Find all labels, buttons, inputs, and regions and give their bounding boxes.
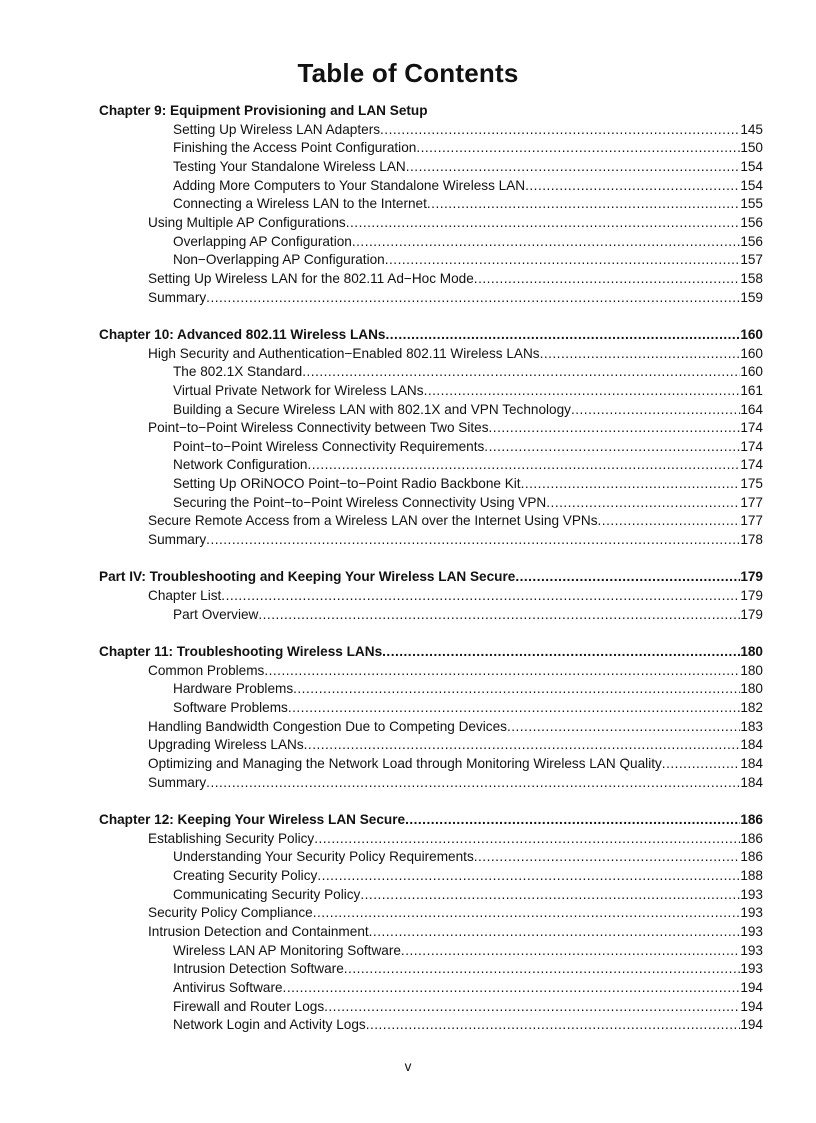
toc-entry[interactable] [99,942,763,961]
toc-entry[interactable] [99,494,763,513]
table-of-contents [99,102,763,1035]
toc-entry-page: 178 [740,532,763,548]
toc-entry-page: 157 [740,252,763,268]
toc-entry[interactable] [99,438,763,457]
toc-entry[interactable] [99,531,763,550]
page-number: v [404,1059,412,1074]
toc-entry-title: Virtual Private Network for Wireless LANs [173,382,424,398]
toc-entry-page: 186 [740,849,763,865]
toc-entry[interactable] [99,662,763,681]
page-title: Table of Contents [297,58,519,88]
toc-entry-page: 194 [740,979,763,995]
toc-entry-page: 174 [740,438,763,454]
toc-entry-title: Intrusion Detection and Containment [148,923,369,939]
dot-leader [385,326,740,345]
dot-leader [474,848,741,867]
dot-leader [507,718,740,737]
section-spacer [99,792,763,811]
dot-leader [401,942,740,961]
dot-leader [521,475,741,494]
toc-section-heading[interactable] [99,326,763,345]
toc-entry[interactable] [99,979,763,998]
toc-entry[interactable] [99,587,763,606]
toc-entry[interactable] [99,195,763,214]
toc-entry-title: Optimizing and Managing the Network Load through Monitoring Wireless LAN Quality [148,755,662,771]
toc-entry[interactable] [99,699,763,718]
toc-entry-page: 180 [740,681,763,697]
dot-leader [416,139,740,158]
toc-entry-page: 180 [740,644,763,660]
toc-entry-page: 179 [740,606,763,622]
toc-entry-title: Antivirus Software [173,979,283,995]
toc-entry[interactable] [99,736,763,755]
toc-entry-title: Creating Security Policy [173,867,318,883]
toc-section-heading[interactable] [99,568,763,587]
toc-entry-page: 160 [740,345,763,361]
toc-entry[interactable] [99,475,763,494]
toc-entry-title: Network Configuration [173,457,308,473]
toc-entry-page: 155 [740,196,763,212]
toc-entry-title: Part IV: Troubleshooting and Keeping Your Wireless LAN Secure [99,569,516,585]
toc-entry-title: Securing the Point−to−Point Wireless Connectivity Using VPN [173,494,547,510]
dot-leader [405,811,740,830]
toc-entry-page: 184 [740,755,763,771]
toc-entry-title: Setting Up ORiNOCO Point−to−Point Radio Backbone Kit [173,476,521,492]
toc-entry-title: Chapter 9: Equipment Provisioning and LAN Setup [99,103,428,118]
toc-entry[interactable] [99,886,763,905]
toc-entry[interactable] [99,830,763,849]
toc-entry-page: 177 [740,513,763,529]
toc-entry[interactable] [99,251,763,270]
toc-entry-title: Common Problems [148,662,265,678]
dot-leader [324,998,740,1017]
dot-leader [344,960,741,979]
toc-entry-title: Chapter 11: Troubleshooting Wireless LANs [99,644,383,660]
toc-entry-title: Communicating Security Policy [173,886,361,902]
toc-entry-page: 194 [740,998,763,1014]
dot-leader [598,512,741,531]
toc-entry-title: Setting Up Wireless LAN for the 802.11 Ad−Hoc Mode [148,270,474,286]
toc-entry-page: 145 [740,121,763,137]
toc-entry-title: Chapter List [148,588,222,604]
toc-entry-page: 177 [740,494,763,510]
toc-entry-title: Finishing the Access Point Configuration [173,140,417,156]
toc-entry-page: 174 [740,457,763,473]
dot-leader [662,755,741,774]
dot-leader [302,363,740,382]
toc-entry-title: Secure Remote Access from a Wireless LAN over the Internet Using VPNs [148,513,598,529]
toc-entry[interactable] [99,233,763,252]
toc-section-heading[interactable] [99,811,763,830]
dot-leader [206,774,740,793]
dot-leader [221,587,740,606]
toc-entry-title: Point−to−Point Wireless Connectivity Requirements [173,438,485,454]
toc-entry-title: Part Overview [173,606,259,622]
toc-entry-page: 193 [740,961,763,977]
dot-leader [283,979,741,998]
dot-leader [346,214,741,233]
toc-entry[interactable] [99,1016,763,1035]
toc-entry-title: Software Problems [173,700,288,715]
section-spacer [99,307,763,326]
toc-entry-title: Understanding Your Security Policy Requirements [173,849,474,865]
toc-entry-page: 186 [740,830,763,846]
dot-leader [571,401,740,420]
toc-entry[interactable] [99,401,763,420]
toc-entry-title: Setting Up Wireless LAN Adapters [173,121,381,137]
toc-entry-page: 193 [740,942,763,958]
toc-entry[interactable] [99,904,763,923]
toc-entry-page: 156 [740,233,763,249]
toc-entry-title: Summary [148,532,207,548]
toc-entry[interactable] [99,774,763,793]
toc-entry-page: 194 [740,1017,763,1033]
toc-entry[interactable] [99,121,763,140]
toc-entry-page: 156 [740,214,763,230]
toc-entry-title: Wireless LAN AP Monitoring Software [173,942,401,958]
toc-entry[interactable] [99,960,763,979]
toc-entry-page: 160 [740,326,763,342]
toc-entry-title: Connecting a Wireless LAN to the Internet [173,196,427,212]
toc-entry[interactable] [99,456,763,475]
toc-entry-title: Point−to−Point Wireless Connectivity between Two Sites [148,420,489,436]
toc-entry[interactable] [99,755,763,774]
dot-leader [293,680,740,699]
toc-entry-title: Non−Overlapping AP Configuration [173,252,385,268]
toc-entry[interactable] [99,512,763,531]
toc-entry[interactable] [99,606,763,625]
toc-entry-page: 175 [740,476,763,492]
toc-entry-title: Security Policy Compliance [148,905,313,921]
dot-leader [360,886,740,905]
toc-entry-page: 164 [740,401,763,417]
toc-entry[interactable] [99,998,763,1017]
toc-entry-title: Firewall and Router Logs [173,998,325,1014]
dot-leader [366,1016,741,1035]
toc-entry-page: 179 [740,588,763,604]
toc-entry-page: 158 [740,270,763,286]
toc-entry-page: 193 [740,923,763,939]
toc-entry-title: Testing Your Standalone Wireless LAN [173,158,406,174]
toc-entry-title: High Security and Authentication−Enabled 802.11 Wireless LANs [148,345,540,361]
toc-entry[interactable] [99,289,763,308]
toc-entry-title: Overlapping AP Configuration [173,233,352,249]
toc-entry[interactable] [99,139,763,158]
toc-entry-page: 159 [740,289,763,305]
toc-entry-page: 193 [740,886,763,902]
toc-entry-title: Using Multiple AP Configurations [148,214,346,230]
toc-entry-page: 182 [740,700,763,715]
dot-leader [424,382,741,401]
dot-leader [313,904,741,923]
toc-entry[interactable] [99,382,763,401]
dot-leader [427,195,740,214]
dot-leader [288,699,740,718]
toc-entry-page: 174 [740,420,763,436]
toc-entry-page: 183 [740,718,763,734]
toc-entry-title: The 802.1X Standard [173,364,303,380]
toc-entry-title: Intrusion Detection Software [173,961,344,977]
toc-entry-page: 184 [740,774,763,790]
toc-entry-title: Establishing Security Policy [148,830,315,846]
toc-entry-title: Summary [148,289,207,305]
toc-entry-page: 188 [740,867,763,883]
toc-entry-title: Network Login and Activity Logs [173,1017,366,1033]
dot-leader [540,345,741,364]
toc-entry[interactable] [99,214,763,233]
toc-entry-title: Summary [148,774,207,790]
dot-leader [314,830,740,849]
dot-leader [489,419,741,438]
section-spacer [99,624,763,643]
toc-entry-page: 154 [740,158,763,174]
toc-entry[interactable] [99,419,763,438]
toc-entry-title: Chapter 10: Advanced 802.11 Wireless LANs [99,326,386,342]
toc-entry[interactable] [99,177,763,196]
toc-section-heading[interactable] [99,643,763,662]
toc-entry-title: Chapter 12: Keeping Your Wireless LAN Secure [99,811,406,827]
toc-entry-title: Handling Bandwidth Congestion Due to Competing Devices [148,718,507,734]
toc-section-heading[interactable] [99,102,763,121]
toc-entry[interactable] [99,923,763,942]
toc-entry-title: Adding More Computers to Your Standalone Wireless LAN [173,177,526,193]
toc-entry-title: Hardware Problems [173,681,294,697]
toc-entry[interactable] [99,680,763,699]
toc-entry-page: 154 [740,177,763,193]
toc-entry[interactable] [99,363,763,382]
dot-leader [317,867,740,886]
dot-leader [258,606,740,625]
toc-entry-page: 161 [740,382,763,398]
toc-entry[interactable] [99,270,763,289]
toc-entry[interactable] [99,345,763,364]
section-spacer [99,550,763,569]
toc-entry-page: 150 [740,140,763,156]
dot-leader [264,662,740,681]
dot-leader [484,438,740,457]
dot-leader [308,456,741,475]
toc-entry-page: 186 [740,811,763,827]
toc-entry-title: Building a Secure Wireless LAN with 802.1X and VPN Technology [173,401,571,417]
dot-leader [382,643,740,662]
dot-leader [515,568,740,587]
dot-leader [206,289,740,308]
dot-leader [525,177,740,196]
toc-entry-page: 180 [740,662,763,678]
dot-leader [406,158,741,177]
toc-entry-page: 184 [740,737,763,753]
toc-entry-page: 179 [740,569,763,585]
dot-leader [546,494,740,513]
dot-leader [206,531,740,550]
toc-entry-title: Upgrading Wireless LANs [148,737,304,753]
dot-leader [380,121,740,140]
toc-entry-page: 160 [740,364,763,380]
toc-entry[interactable] [99,848,763,867]
dot-leader [369,923,741,942]
dot-leader [352,233,740,252]
toc-entry[interactable] [99,718,763,737]
toc-entry-page: 193 [740,905,763,921]
toc-entry[interactable] [99,158,763,177]
dot-leader [474,270,741,289]
dot-leader [304,736,741,755]
toc-entry[interactable] [99,867,763,886]
dot-leader [385,251,741,270]
